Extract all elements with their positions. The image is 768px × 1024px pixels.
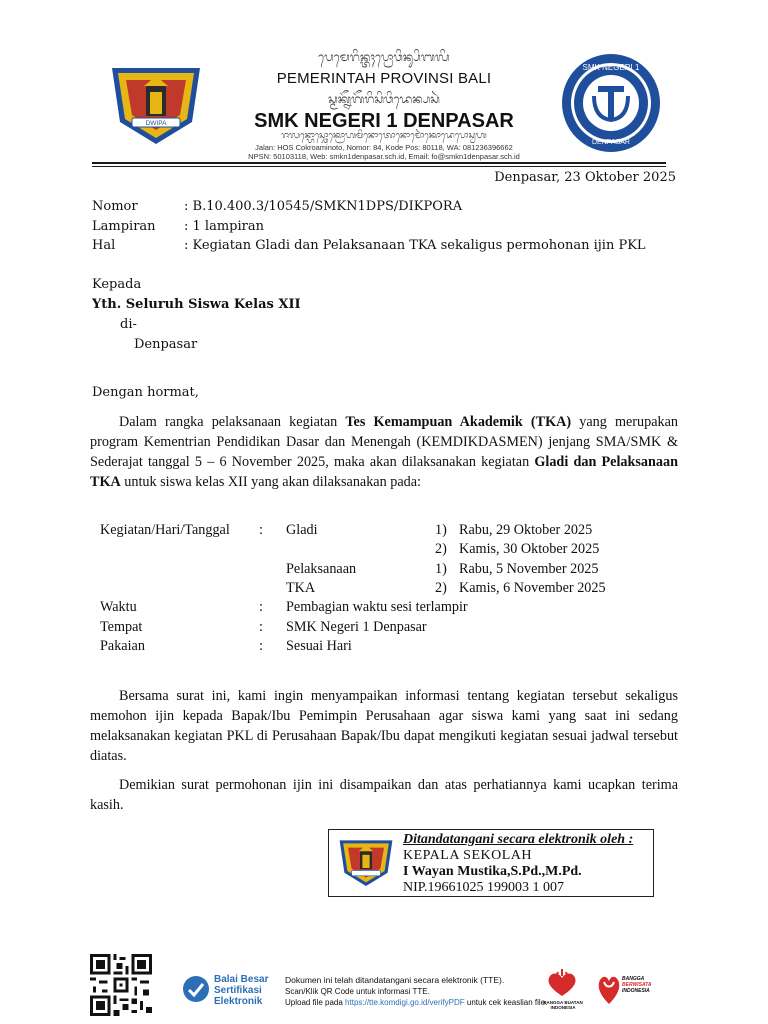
recipient-label: Kepada [92, 277, 142, 292]
para1-bold-gladi: Gladi dan Pelaksanaan TKA [90, 454, 678, 490]
bangga-buatan-indonesia-logo [544, 968, 580, 998]
pelaksanaan-item-2-date: Kamis, 6 November 2025 [459, 580, 606, 596]
logo-text-top: SMK NEGERI 1 [582, 63, 640, 72]
field-label-nomor: Nomor [92, 199, 138, 214]
tte-qr-code[interactable] [90, 954, 152, 1016]
header-rule-thick [92, 162, 666, 164]
para1-text-1: Dalam rangka pelaksanaan kegiatan [119, 414, 346, 430]
paragraph-request: Bersama surat ini, kami ingin menyampaikan informasi tentang kegiatan tersebut sekaligus memohon ijin kepada Bapak/Ibu Pemimpin Perusahaan agar siswa kami yang saat ini sedang melaksanakan kegiatan PKL di Perusahaan Bapak/Ibu dapat mengikuti kegiatan sesuai jadwal tersebut diatas. [90, 688, 678, 764]
signature-title: Ditandatangani secara elektronik oleh : [403, 832, 634, 847]
field-value-hal: : Kegiatan Gladi dan Pelaksanaan TKA sekaligus permohonan ijin PKL [184, 238, 646, 253]
recipient-city: Denpasar [134, 337, 198, 352]
schedule-label-tempat: Tempat [100, 619, 143, 635]
tte-note-3-post: untuk cek keaslian file. [464, 998, 548, 1007]
gladi-item-2-num: 2) [435, 541, 447, 557]
para1-bold-tka: Tes Kemampuan Akademik (TKA) [345, 414, 572, 430]
smk-school-logo [560, 52, 662, 154]
field-label-hal: Hal [92, 238, 116, 253]
schedule-label-kegiatan: Kegiatan/Hari/Tanggal [100, 522, 230, 538]
bangga-buatan-text: BANGGA BUATAN INDONESIA [543, 1000, 583, 1010]
bsre-logo-icon [182, 975, 210, 1003]
schedule-label-waktu: Waktu [100, 599, 137, 615]
field-value-nomor: : B.10.400.3/10545/SMKN1DPS/DIKPORA [184, 199, 463, 214]
bangga-berwisata-logo [596, 970, 622, 1006]
greeting: Dengan hormat, [92, 385, 199, 400]
para1-text-2: yang merupakan program Kementrian Pendidikan Dasar dan Menengah (KEMDIKDASMEN) jenjang SMA/SMK & Sederajat tanggal 5 – 6 November 2025, maka akan dilaksanakan kegiatan [90, 414, 678, 470]
tte-note-1: Dokumen ini telah ditandatangani secara elektronik (TTE). [285, 975, 505, 985]
header-rule-thin [92, 166, 666, 167]
province-name: PEMERINTAH PROVINSI BALI [276, 70, 492, 87]
signature-nip: NIP.19661025 199003 1 007 [403, 880, 565, 895]
schedule-colon-kegiatan: : [259, 522, 263, 538]
balinese-script-line-2: ᬲ᭄ᬫᬓ᭄ᬦᭂᬕᭂᬭᬶᬲᬶᬯᬶᬤᬾᬦ᭄ᬧᬲᬃ [328, 92, 440, 106]
tte-note-2: Scan/Klik QR Code untuk informasi TTE. [285, 987, 430, 996]
bangga-berwisata-line-1: BANGGA [622, 976, 645, 982]
pelaksanaan-item-2-num: 2) [435, 580, 447, 596]
gladi-item-2-date: Kamis, 30 Oktober 2025 [459, 541, 600, 557]
pelaksanaan-item-1-date: Rabu, 5 November 2025 [459, 561, 599, 577]
schedule-label-pakaian: Pakaian [100, 638, 145, 654]
bsre-line-2: Sertifikasi [214, 985, 262, 996]
paragraph-closing: Demikian surat permohonan ijin ini disampaikan dan atas perhatiannya kami ucapkan terima kasih. [90, 777, 678, 813]
school-contact: NPSN: 50103118, Web: smkn1denpasar.sch.id, Email: fo@smkn1denpasar.sch.id [248, 152, 520, 161]
bangga-berwisata-line-3: INDONESIA [622, 988, 650, 994]
bsre-name [214, 974, 268, 1007]
bangga-berwisata-text [622, 976, 651, 994]
field-label-lampiran: Lampiran [92, 219, 156, 234]
balinese-script-line-1: ᬧᬾᬫᬾᬭᬶᬦ᭄ᬢᬄᬧ᭄ᬭᭀᬯᬶᬦ᭄ᬲᬶᬩᬮᬶ [318, 50, 450, 64]
bsre-line-1: Balai Besar [214, 974, 269, 985]
pelaksanaan-item-1-num: 1) [435, 561, 447, 577]
schedule-colon-pakaian: : [259, 638, 263, 654]
logo-text-bottom: DENPASAR [592, 139, 630, 146]
schedule-value-waktu: Pembagian waktu sesi terlampir [286, 599, 468, 615]
schedule-colon-waktu: : [259, 599, 263, 615]
gladi-item-1-num: 1) [435, 522, 447, 538]
verify-pdf-link[interactable]: https://tte.komdigi.go.id/verifyPDF [345, 998, 465, 1007]
schedule-value-pakaian: Sesuai Hari [286, 638, 352, 654]
schedule-colon-tempat: : [259, 619, 263, 635]
signature-emblem [336, 834, 396, 890]
emblem-ribbon-text: DWIPA [145, 120, 167, 127]
signature-name: I Wayan Mustika,S.Pd.,M.Pd. [403, 864, 582, 879]
recipient-name: Yth. Seluruh Siswa Kelas XII [92, 297, 301, 312]
schedule-gladi: Gladi [286, 522, 318, 538]
schedule-pelaksanaan-1: Pelaksanaan [286, 561, 357, 577]
bali-province-emblem [106, 60, 206, 148]
bangga-berwisata-line-2: BERWISATA [622, 982, 652, 988]
school-name: SMK NEGERI 1 DENPASAR [254, 110, 514, 132]
schedule-pelaksanaan-2: TKA [286, 580, 316, 596]
signature-position: KEPALA SEKOLAH [403, 848, 532, 863]
letter-date: Denpasar, 23 Oktober 2025 [494, 170, 676, 185]
paragraph-intro [90, 412, 678, 492]
field-value-lampiran: : 1 lampiran [184, 219, 264, 234]
school-address: Jalan: HOS Cokroaminoto, Nomor: 84, Kode Pos: 80118, WA: 081236396662 [255, 143, 513, 152]
schedule-value-tempat: SMK Negeri 1 Denpasar [286, 619, 427, 635]
tte-note-3-pre: Upload file pada [285, 998, 346, 1007]
recipient-di: di- [120, 317, 137, 332]
balinese-script-line-3: ᬚᬮᬦ᭄ᬳᭀᬲ᭄ᬘᭀᬓ᭄ᬭᭀᬳᬫᬶᬦᭀᬢᭀᬦᭀᬫᭀᬃᬓᭀᬤᬾᬧᭀᬲ᭄ᬯᬳ [281, 131, 487, 141]
tte-note-3 [285, 998, 547, 1007]
bsre-line-3: Elektronik [214, 996, 263, 1007]
gladi-item-1-date: Rabu, 29 Oktober 2025 [459, 522, 593, 538]
para1-text-3: untuk siswa kelas XII yang akan dilaksanakan pada: [120, 474, 421, 490]
